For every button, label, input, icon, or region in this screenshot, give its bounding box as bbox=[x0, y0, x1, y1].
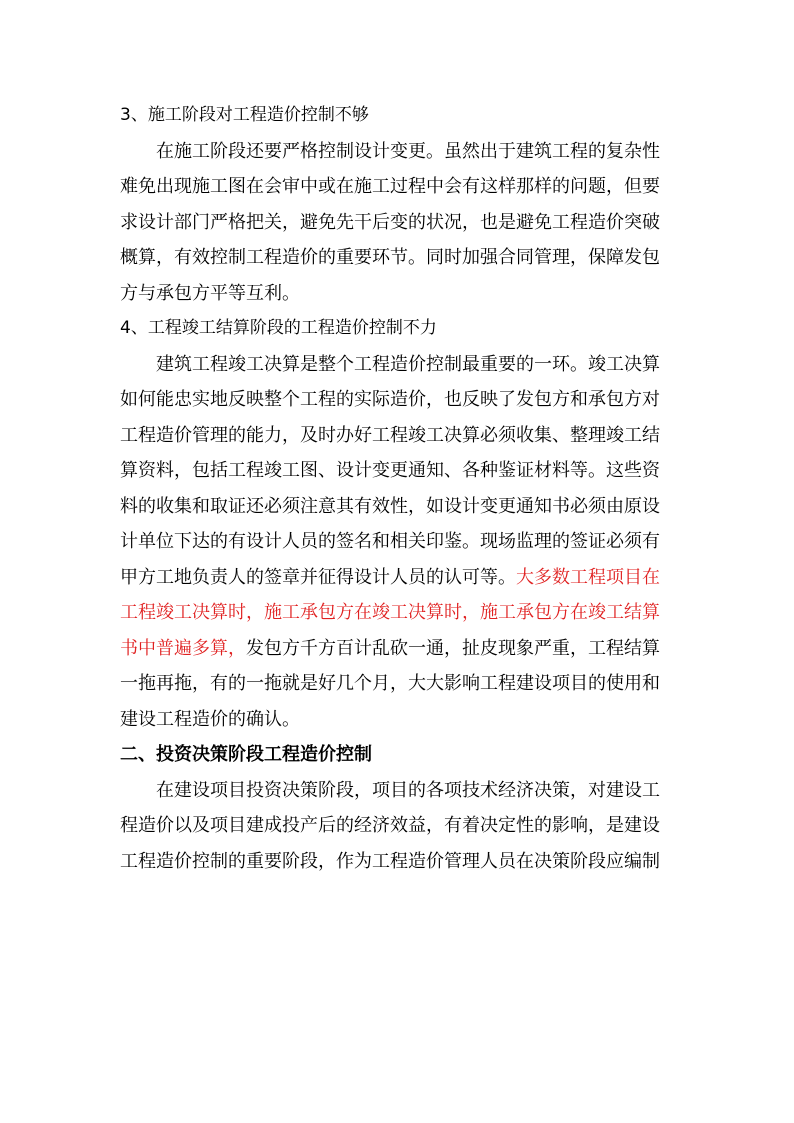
paragraph-line bbox=[120, 382, 676, 418]
paragraph-text: 算资料，包括工程竣工图、设计变更通知、各种鉴证材料等。这些资 bbox=[120, 460, 660, 481]
paragraph-line bbox=[120, 134, 676, 170]
paragraph-text: 难免出现施工图在会审中或在施工过程中会有这样那样的问题，但要 bbox=[120, 176, 660, 197]
paragraph-text: 一拖再拖，有的一拖就是好几个月，大大影响工程建设项目的使用和 bbox=[120, 673, 660, 694]
highlighted-text: 书中普遍多算， bbox=[120, 637, 246, 659]
paragraph-text: 程造价以及项目建成投产后的经济效益，有着决定性的影响，是建设 bbox=[120, 815, 660, 836]
paragraph-line bbox=[120, 560, 676, 596]
paragraph-text: 在建设项目投资决策阶段，项目的各项技术经济决策，对建设工 bbox=[156, 779, 660, 801]
paragraph-line bbox=[120, 702, 676, 738]
paragraph-line bbox=[120, 524, 676, 560]
paragraph-text: 料的收集和取证还必须注意其有效性，如设计变更通知书必须由原设 bbox=[120, 495, 660, 517]
paragraph-line bbox=[120, 240, 676, 276]
paragraph-line bbox=[120, 169, 676, 205]
paragraph-line bbox=[120, 418, 676, 454]
paragraph-text: 工程造价控制的重要阶段，作为工程造价管理人员在决策阶段应编制 bbox=[120, 850, 660, 872]
paragraph-text: 工程造价管理的能力，及时办好工程竣工决算必须收集、整理竣工结 bbox=[120, 424, 660, 446]
paragraph-text: 建筑工程竣工决算是整个工程造价控制最重要的一环。竣工决算 bbox=[156, 353, 660, 375]
paragraph-line bbox=[120, 773, 676, 809]
paragraph-line bbox=[120, 595, 676, 631]
paragraph-line bbox=[120, 205, 676, 241]
highlighted-text: 大多数工程项目在 bbox=[516, 566, 660, 588]
document-body bbox=[120, 98, 676, 879]
paragraph-line bbox=[120, 844, 676, 880]
paragraph-text: 如何能忠实地反映整个工程的实际造价，也反映了发包方和承包方对 bbox=[120, 389, 660, 410]
section-heading-2-text: 二、投资决策阶段工程造价控制 bbox=[120, 744, 372, 765]
highlighted-text: 工程竣工决算时，施工承包方在竣工决算时，施工承包方在竣工结算 bbox=[120, 602, 660, 623]
section-heading-2 bbox=[120, 737, 676, 773]
paragraph-text: 方与承包方平等互利。 bbox=[120, 282, 300, 304]
paragraph-line bbox=[120, 276, 676, 312]
subheading-4 bbox=[120, 311, 676, 347]
paragraph-line bbox=[120, 631, 676, 667]
paragraph-text: 在施工阶段还要严格控制设计变更。虽然出于建筑工程的复杂性 bbox=[156, 140, 660, 162]
paragraph-text: 概算，有效控制工程造价的重要环节。同时加强合同管理，保障发包 bbox=[120, 247, 660, 268]
paragraph-text: 发包方千方百计乱砍一通，扯皮现象严重，工程结算 bbox=[246, 637, 660, 659]
subheading-3 bbox=[120, 98, 676, 134]
paragraph-line bbox=[120, 347, 676, 383]
paragraph-line bbox=[120, 453, 676, 489]
paragraph-text: 甲方工地负责人的签章并征得设计人员的认可等。 bbox=[120, 566, 516, 588]
paragraph-text: 计单位下达的有设计人员的签名和相关印鉴。现场监理的签证必须有 bbox=[120, 531, 660, 552]
paragraph-text: 建设工程造价的确认。 bbox=[120, 708, 300, 730]
paragraph-text: 求设计部门严格把关，避免先干后变的状况，也是避免工程造价突破 bbox=[120, 211, 660, 233]
subheading-3-text: 3、施工阶段对工程造价控制不够 bbox=[120, 105, 369, 125]
subheading-4-text: 4、工程竣工结算阶段的工程造价控制不力 bbox=[120, 318, 437, 338]
paragraph-line bbox=[120, 489, 676, 525]
paragraph-line bbox=[120, 666, 676, 702]
paragraph-line bbox=[120, 808, 676, 844]
